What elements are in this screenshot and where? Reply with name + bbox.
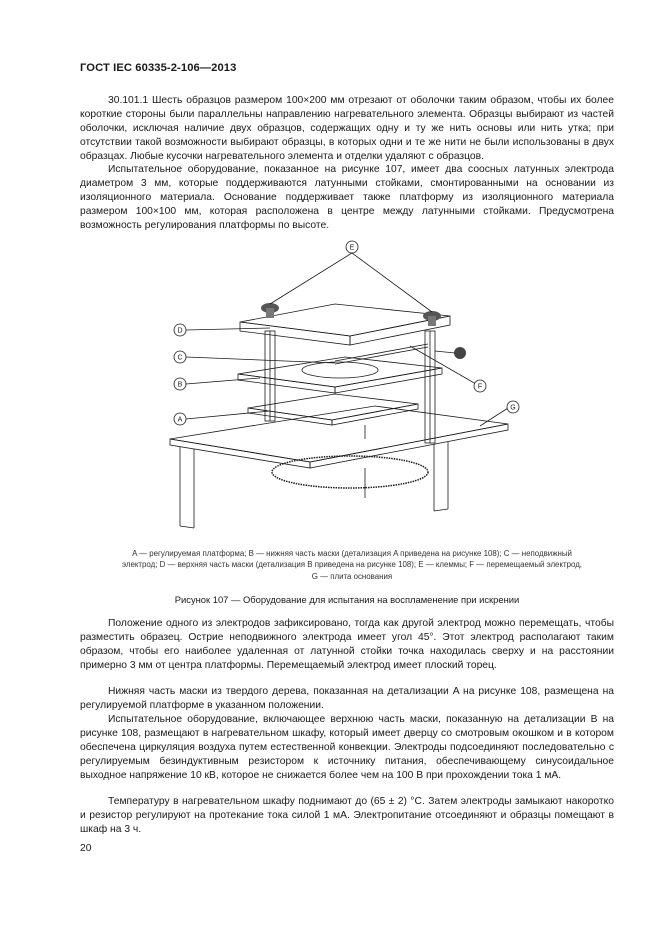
- figure-title: Рисунок 107 — Оборудование для испытания на воспламенение при искрении: [174, 594, 520, 605]
- apparatus-drawing: [160, 236, 540, 541]
- callout-leaders: [186, 253, 508, 426]
- paragraph-lower-mask: Нижняя часть маски из твердого дерева, показанная на детализации A на рисунке 108, размещена на регулируемой платформе в указанном положении.: [80, 686, 614, 711]
- page-number: 20: [80, 843, 92, 854]
- paragraph-test-equipment: Испытательное оборудование, показанное на рисунке 107, имеет два соосных латунных электрода диаметром 3 мм, которые поддерживаются латунными стойками, смонтированными на основании из изоляционного материала. Основание поддерживает также платформу из изоляционного материала размером 100×100 мм, которая расположена в центре между латунными стойками. Предусмотрена возможность регулирования платформы по высоте.: [80, 164, 614, 231]
- lower-mask-drawing: [238, 357, 442, 393]
- callout-d: [174, 324, 186, 336]
- callout-g: [507, 401, 519, 413]
- document-header: ГОСТ IEC 60335-2-106—2013: [80, 62, 237, 74]
- platform-a-drawing: [248, 394, 418, 439]
- svg-text:C: C: [177, 354, 183, 362]
- callout-c: [174, 351, 186, 363]
- svg-text:D: D: [177, 327, 183, 335]
- terminals-drawing: [261, 303, 441, 326]
- svg-text:F: F: [477, 383, 483, 391]
- figure-legend-line-3: G — плита основания: [311, 571, 393, 581]
- figure-107-apparatus: [160, 236, 540, 541]
- figure-legend-line-1: A — регулируемая платформа; B — нижняя часть маски (детализация A приведена на рисунке 108); C — неподвижный: [132, 549, 572, 558]
- svg-text:B: B: [177, 381, 183, 389]
- paragraph-electrode-position: Положение одного из электродов зафиксировано, тогда как другой электрод можно перемещать, чтобы разместить образец. Острие неподвижного электрода имеет угол 45°. Этот электрод располагают таким образом, чтобы его наиболее удаленная от латунной стойки точка находилась сверху и на расстоянии примерно 3 мм от центра платформы. Перемещаемый электрод имеет плоский торец.: [80, 618, 614, 671]
- callout-a: [174, 413, 186, 425]
- adjustment-gear-drawing: [272, 456, 428, 498]
- base-plate-drawing: [170, 406, 508, 528]
- figure-legend-line-2: электрод; D — верхняя часть маски (детализация B приведена на рисунке 108); E — клеммы; F — перемещаемый электрод,: [122, 560, 582, 570]
- svg-text:E: E: [349, 244, 355, 252]
- paragraph-temperature: Температуру в нагревательном шкафу поднимают до (65 ± 2) °С. Затем электроды замыкают накоротко и резистор регулируют на протекание тока силой 1 мА. Электропитание отсоединяют и образцы помещают в шкаф на 3 ч.: [80, 796, 614, 835]
- paragraph-heating-cabinet: Испытательное оборудование, включающее верхнюю часть маски, показанную на детализации B на рисунке 108, размещают в нагревательном шкафу, который имеет дверцу со смотровым окошком и в котором обеспечена циркуляция воздуха путем естественной конвекции. Электроды подсоединяют последовательно с регулируемым безиндуктивным резистором к источнику питания, обеспечивающему синусоидальное выходное напряжение 10 кВ, которое не снижается более чем на 100 В при прохождении тока 1 мА.: [80, 714, 614, 781]
- figure-legend: [92, 548, 612, 582]
- callout-f: [474, 380, 486, 392]
- paragraph-sample-preparation: 30.101.1 Шесть образцов размером 100×200 мм отрезают от оболочки таким образом, чтобы их более короткие стороны были параллельны направлению нагревательного элемента. Образцы выбирают из частей оболочки, исключая наличие двух образцов, содержащих одну и ту же нить основы или нить утка; при отсутствии такой возможности выбирают образцы, в которых одни и те же нити не были использованы в двух образцах. Любые кусочки нагревательного элемента и отделки удаляют с образцов.: [80, 95, 614, 162]
- electrodes-drawing: [335, 344, 466, 364]
- callout-e: [346, 241, 358, 253]
- svg-text:G: G: [510, 404, 516, 412]
- svg-text:A: A: [177, 416, 183, 424]
- callout-b: [174, 378, 186, 390]
